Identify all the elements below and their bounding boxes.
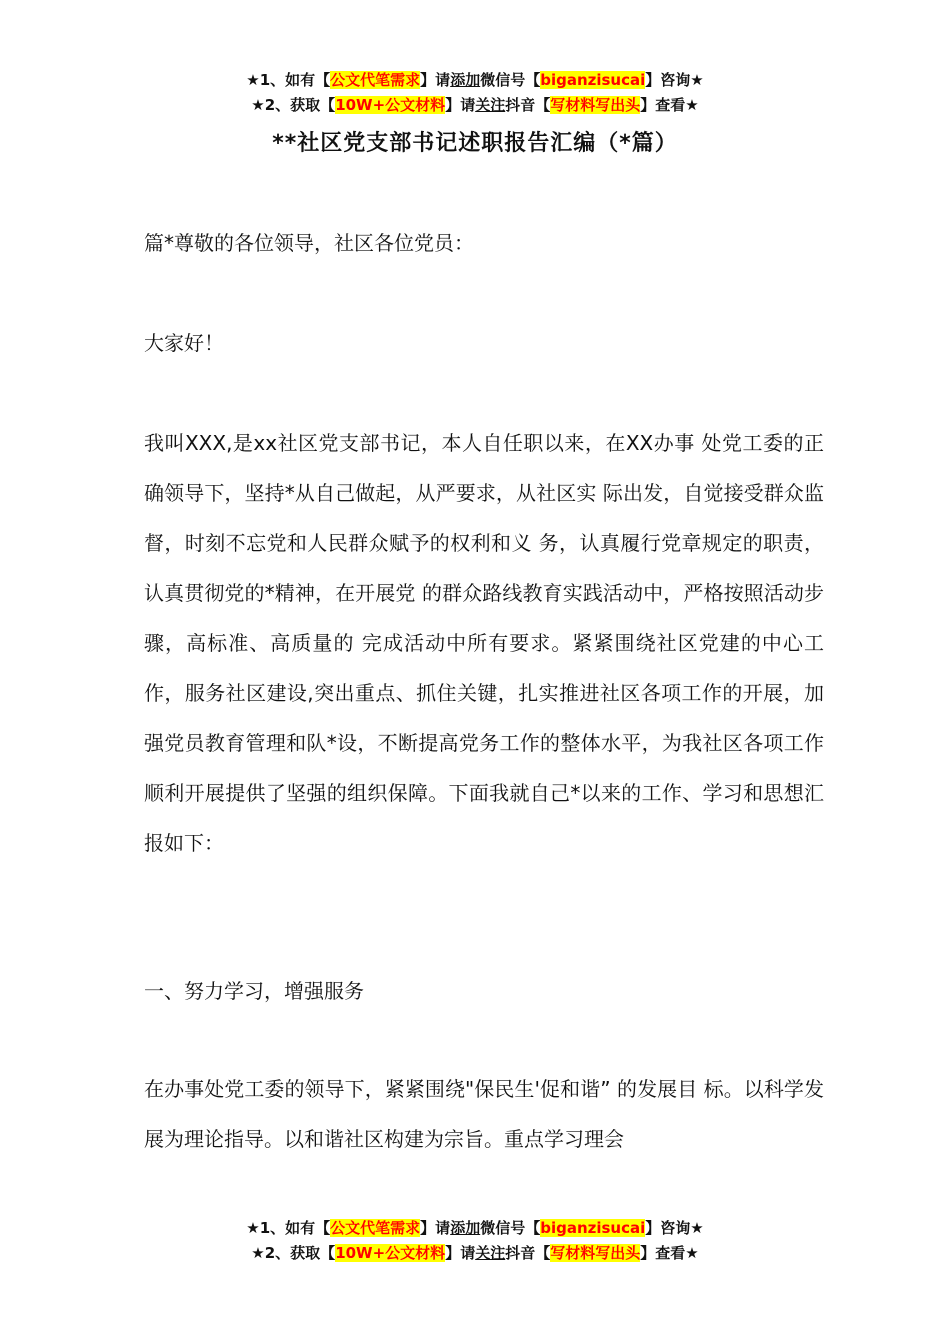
section-heading-1 [144, 966, 824, 1016]
banner-text: 抖音【 [505, 1244, 551, 1262]
banner-text: ★2、获取【 [251, 96, 336, 114]
salutation-text: 篇*尊敬的各位领导，社区各位党员： [144, 231, 474, 255]
banner-text: 】请 [420, 1219, 451, 1237]
banner-text: 】咨询★ [645, 1219, 704, 1237]
banner-line-2 [0, 1241, 950, 1266]
banner-highlight: 10W+公文材料 [335, 96, 446, 114]
paragraph-2 [144, 1064, 824, 1164]
banner-line-2 [0, 93, 950, 118]
banner-text: 】查看★ [640, 1244, 699, 1262]
banner-highlight: 公文代笔需求 [330, 1219, 421, 1237]
banner-text: ★2、获取【 [251, 1244, 336, 1262]
banner-underlined: 添加 [450, 71, 481, 89]
banner-wechat-id: biganzisucai [540, 71, 646, 89]
banner-underlined: 添加 [450, 1219, 481, 1237]
salutation [144, 218, 824, 268]
banner-line-1 [0, 68, 950, 93]
footer-banner [0, 1216, 950, 1266]
paragraph-1-text: 我叫XXX,是xx社区党支部书记，本人自任职以来，在XX办事 处党工委的正确领导下，坚持*从自己做起，从严要求，从社区实 际出发，自觉接受群众监督，时刻不忘党和人民群众赋予的权利和义 务，认真履行党章规定的职责，认真贯彻党的*精神，在开展党 的群众路线教育实践活动中，严格按照活动步骤，高标准、高质量的 完成活动中所有要求。紧紧围绕社区党建的中心工作，服务社区建设,突出重点、抓住关键，扎实推进社区各项工作的开展，加强党员教育管理和队*设，不断提高党务工作的整体水平，为我社区各项工作顺利开展提供了坚强的组织保障。下面我就自己*以来的工作、学习和思想汇报如下： [144, 431, 824, 855]
banner-text: ★1、如有【 [246, 71, 331, 89]
greeting [144, 318, 824, 368]
banner-douyin-id: 写材料写出头 [550, 96, 641, 114]
paragraph-2-text: 在办事处党工委的领导下，紧紧围绕"保民生'促和谐” 的发展目 标。以科学发展为理论指导。以和谐社区构建为宗旨。重点学习理会 [144, 1077, 824, 1151]
banner-line-1 [0, 1216, 950, 1241]
banner-highlight: 公文代笔需求 [330, 71, 421, 89]
banner-text: 抖音【 [505, 96, 551, 114]
header-banner [0, 68, 950, 118]
banner-text: 】请 [445, 1244, 476, 1262]
paragraph-1 [144, 418, 824, 868]
banner-text: 】查看★ [640, 96, 699, 114]
document-title: **社区党支部书记述职报告汇编（*篇） [272, 131, 678, 156]
banner-highlight: 10W+公文材料 [335, 1244, 446, 1262]
greeting-text: 大家好！ [144, 331, 224, 355]
banner-douyin-id: 写材料写出头 [550, 1244, 641, 1262]
banner-underlined: 关注 [475, 96, 506, 114]
banner-text: ★1、如有【 [246, 1219, 331, 1237]
banner-wechat-id: biganzisucai [540, 1219, 646, 1237]
banner-underlined: 关注 [475, 1244, 506, 1262]
banner-text: 微信号【 [480, 1219, 541, 1237]
banner-text: 】请 [420, 71, 451, 89]
banner-text: 】咨询★ [645, 71, 704, 89]
banner-text: 】请 [445, 96, 476, 114]
section-heading-1-text: 一、努力学习，增强服务 [144, 979, 364, 1003]
banner-text: 微信号【 [480, 71, 541, 89]
